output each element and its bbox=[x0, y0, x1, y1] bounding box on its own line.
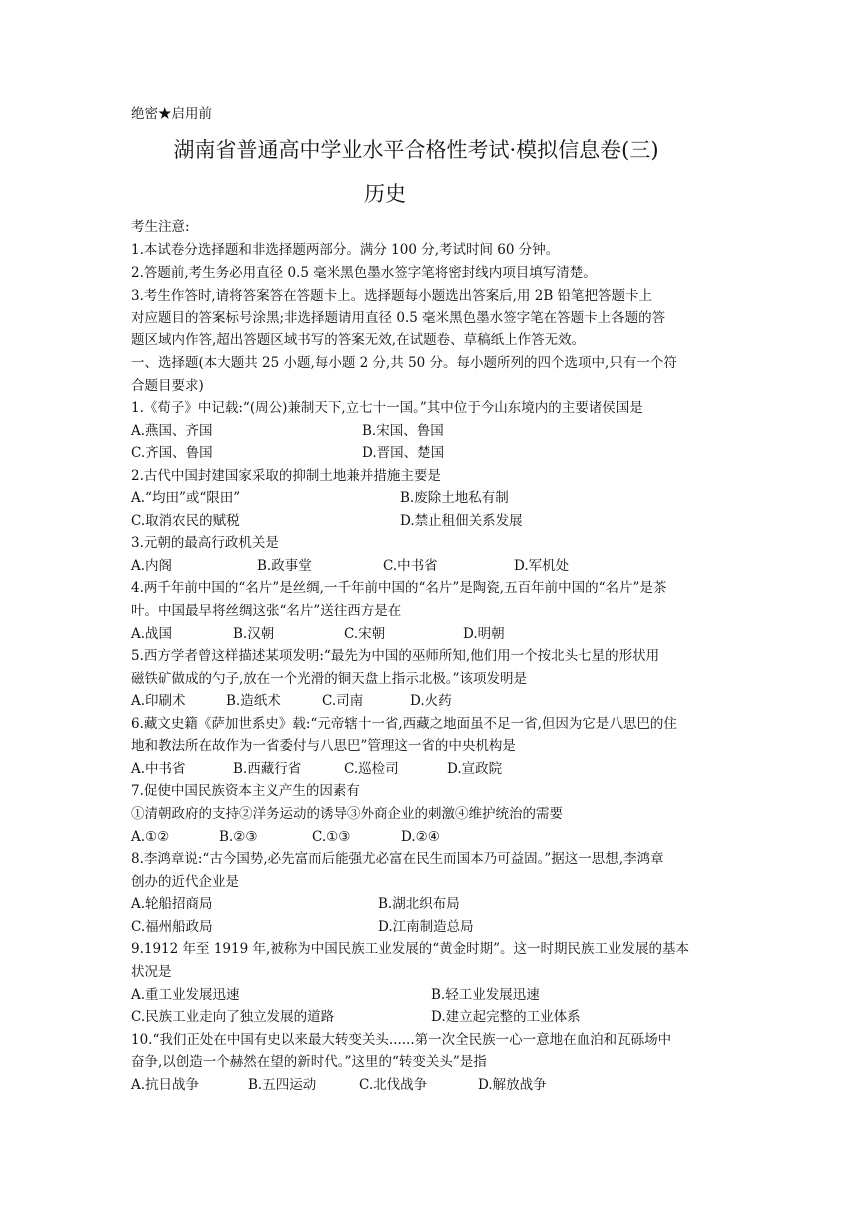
option-d: D.火药 bbox=[410, 693, 452, 709]
option-b: B.②③ bbox=[219, 829, 258, 845]
question-stem: 3.元朝的最高行政机关是 bbox=[131, 535, 279, 551]
question-stem: 9.1912 年至 1919 年,被称为中国民族工业发展的“黄金时期”。这一时期民族工业发展的基本 bbox=[131, 941, 690, 957]
option-a: A.“均田”或“限田” bbox=[131, 490, 241, 506]
notice-heading: 考生注意: bbox=[131, 219, 190, 235]
option-a: A.①② bbox=[131, 829, 170, 845]
option-c: C.福州船政局 bbox=[131, 919, 213, 935]
option-b: B.废除土地私有制 bbox=[400, 490, 509, 506]
page-title: 湖南省普通高中学业水平合格性考试·模拟信息卷(三) bbox=[173, 138, 659, 162]
option-d: D.宣政院 bbox=[447, 761, 503, 777]
option-c: C.①③ bbox=[312, 829, 351, 845]
notice-item: 2.答题前,考生务必用直径 0.5 毫米黑色墨水签字笔将密封线内项目填写清楚。 bbox=[131, 265, 597, 281]
subject-title: 历史 bbox=[364, 182, 406, 206]
option-c: C.北伐战争 bbox=[359, 1077, 428, 1093]
option-b: B.湖北织布局 bbox=[378, 896, 460, 912]
option-b: B.政事堂 bbox=[257, 558, 312, 574]
question-stem: 5.西方学者曾这样描述某项发明:“最先为中国的巫师所知,他们用一个按北头七星的形状用 bbox=[131, 648, 660, 664]
section-heading-cont: 合题目要求) bbox=[131, 378, 204, 394]
option-d: D.明朝 bbox=[463, 626, 505, 642]
option-d: D.江南制造总局 bbox=[378, 919, 474, 935]
option-b: B.轻工业发展迅速 bbox=[431, 987, 540, 1003]
option-d: D.禁止租佃关系发展 bbox=[400, 513, 523, 529]
question-stem-cont: 状况是 bbox=[131, 964, 172, 980]
section-heading: 一、选择题(本大题共 25 小题,每小题 2 分,共 50 分。每小题所列的四个选项中,只有一个符 bbox=[131, 355, 677, 371]
notice-item: 3.考生作答时,请将答案答在答题卡上。选择题每小题选出答案后,用 2B 铅笔把答题卡上 bbox=[131, 288, 653, 304]
notice-item: 题区域内作答,超出答题区域书写的答案无效,在试题卷、草稿纸上作答无效。 bbox=[131, 332, 586, 348]
option-d: D.晋国、楚国 bbox=[362, 445, 445, 461]
option-d: D.建立起完整的工业体系 bbox=[431, 1009, 581, 1025]
option-a: A.战国 bbox=[131, 626, 173, 642]
option-d: D.解放战争 bbox=[478, 1077, 547, 1093]
question-stem: 8.李鸿章说:“古今国势,必先富而后能强尤必富在民生而国本乃可益固。”据这一思想,李鸿章 bbox=[131, 851, 664, 867]
question-stem-cont: 地和教法所在故作为一省委付与八思巴”管理这一省的中央机构是 bbox=[131, 738, 516, 754]
question-stem-cont: ①清朝政府的支持②洋务运动的诱导③外商企业的刺激④维护统治的需要 bbox=[131, 806, 563, 822]
option-a: A.重工业发展迅速 bbox=[131, 987, 240, 1003]
notice-item: 1.本试卷分选择题和非选择题两部分。满分 100 分,考试时间 60 分钟。 bbox=[131, 242, 560, 258]
question-stem-cont: 磁铁矿做成的勺子,放在一个光滑的铜天盘上指示北极。”该项发明是 bbox=[131, 671, 527, 687]
option-b: B.造纸术 bbox=[226, 693, 281, 709]
option-c: C.司南 bbox=[322, 693, 364, 709]
question-stem-cont: 奋争,以创造一个赫然在望的新时代。”这里的“转变关头”是指 bbox=[131, 1054, 487, 1070]
option-c: C.民族工业走向了独立发展的道路 bbox=[131, 1009, 335, 1025]
question-stem: 6.藏文史籍《萨加世系史》载:“元帝辖十一省,西藏之地面虽不足一省,但因为它是八思巴的住 bbox=[131, 716, 677, 732]
notice-item: 对应题目的答案标号涂黑;非选择题请用直径 0.5 毫米黑色墨水签字笔在答题卡上各题的答 bbox=[131, 310, 666, 326]
option-c: C.中书省 bbox=[383, 558, 438, 574]
option-c: C.取消农民的赋税 bbox=[131, 513, 240, 529]
option-b: B.西藏行省 bbox=[233, 761, 302, 777]
question-stem-cont: 叶。中国最早将丝绸这张“名片”送往西方是在 bbox=[131, 603, 402, 619]
question-stem-cont: 创办的近代企业是 bbox=[131, 874, 239, 890]
question-stem: 10.“我们正处在中国有史以来最大转变关头......第一次全民族一心一意地在血泊和瓦砾场中 bbox=[131, 1032, 672, 1048]
option-a: A.中书省 bbox=[131, 761, 186, 777]
option-c: C.宋朝 bbox=[344, 626, 386, 642]
option-a: A.印刷术 bbox=[131, 693, 186, 709]
question-stem: 7.促使中国民族资本主义产生的因素有 bbox=[131, 783, 360, 799]
option-c: C.齐国、鲁国 bbox=[131, 445, 213, 461]
question-stem: 1.《荀子》中记载:“(周公)兼制天下,立七十一国。”其中位于今山东境内的主要诸侯国是 bbox=[131, 400, 643, 416]
option-a: A.轮船招商局 bbox=[131, 896, 213, 912]
option-b: B.五四运动 bbox=[248, 1077, 317, 1093]
option-d: D.军机处 bbox=[514, 558, 570, 574]
secret-label: 绝密★启用前 bbox=[131, 106, 212, 122]
option-c: C.巡检司 bbox=[344, 761, 399, 777]
question-stem: 4.两千年前中国的“名片”是丝绸,一千年前中国的“名片”是陶瓷,五百年前中国的“名片”是茶 bbox=[131, 580, 667, 596]
option-a: A.抗日战争 bbox=[131, 1077, 200, 1093]
option-d: D.②④ bbox=[401, 829, 440, 845]
option-b: B.宋国、鲁国 bbox=[362, 423, 444, 439]
question-stem: 2.古代中国封建国家采取的抑制土地兼并措施主要是 bbox=[131, 468, 441, 484]
option-a: A.内阁 bbox=[131, 558, 173, 574]
option-b: B.汉朝 bbox=[233, 626, 275, 642]
option-a: A.燕国、齐国 bbox=[131, 423, 213, 439]
